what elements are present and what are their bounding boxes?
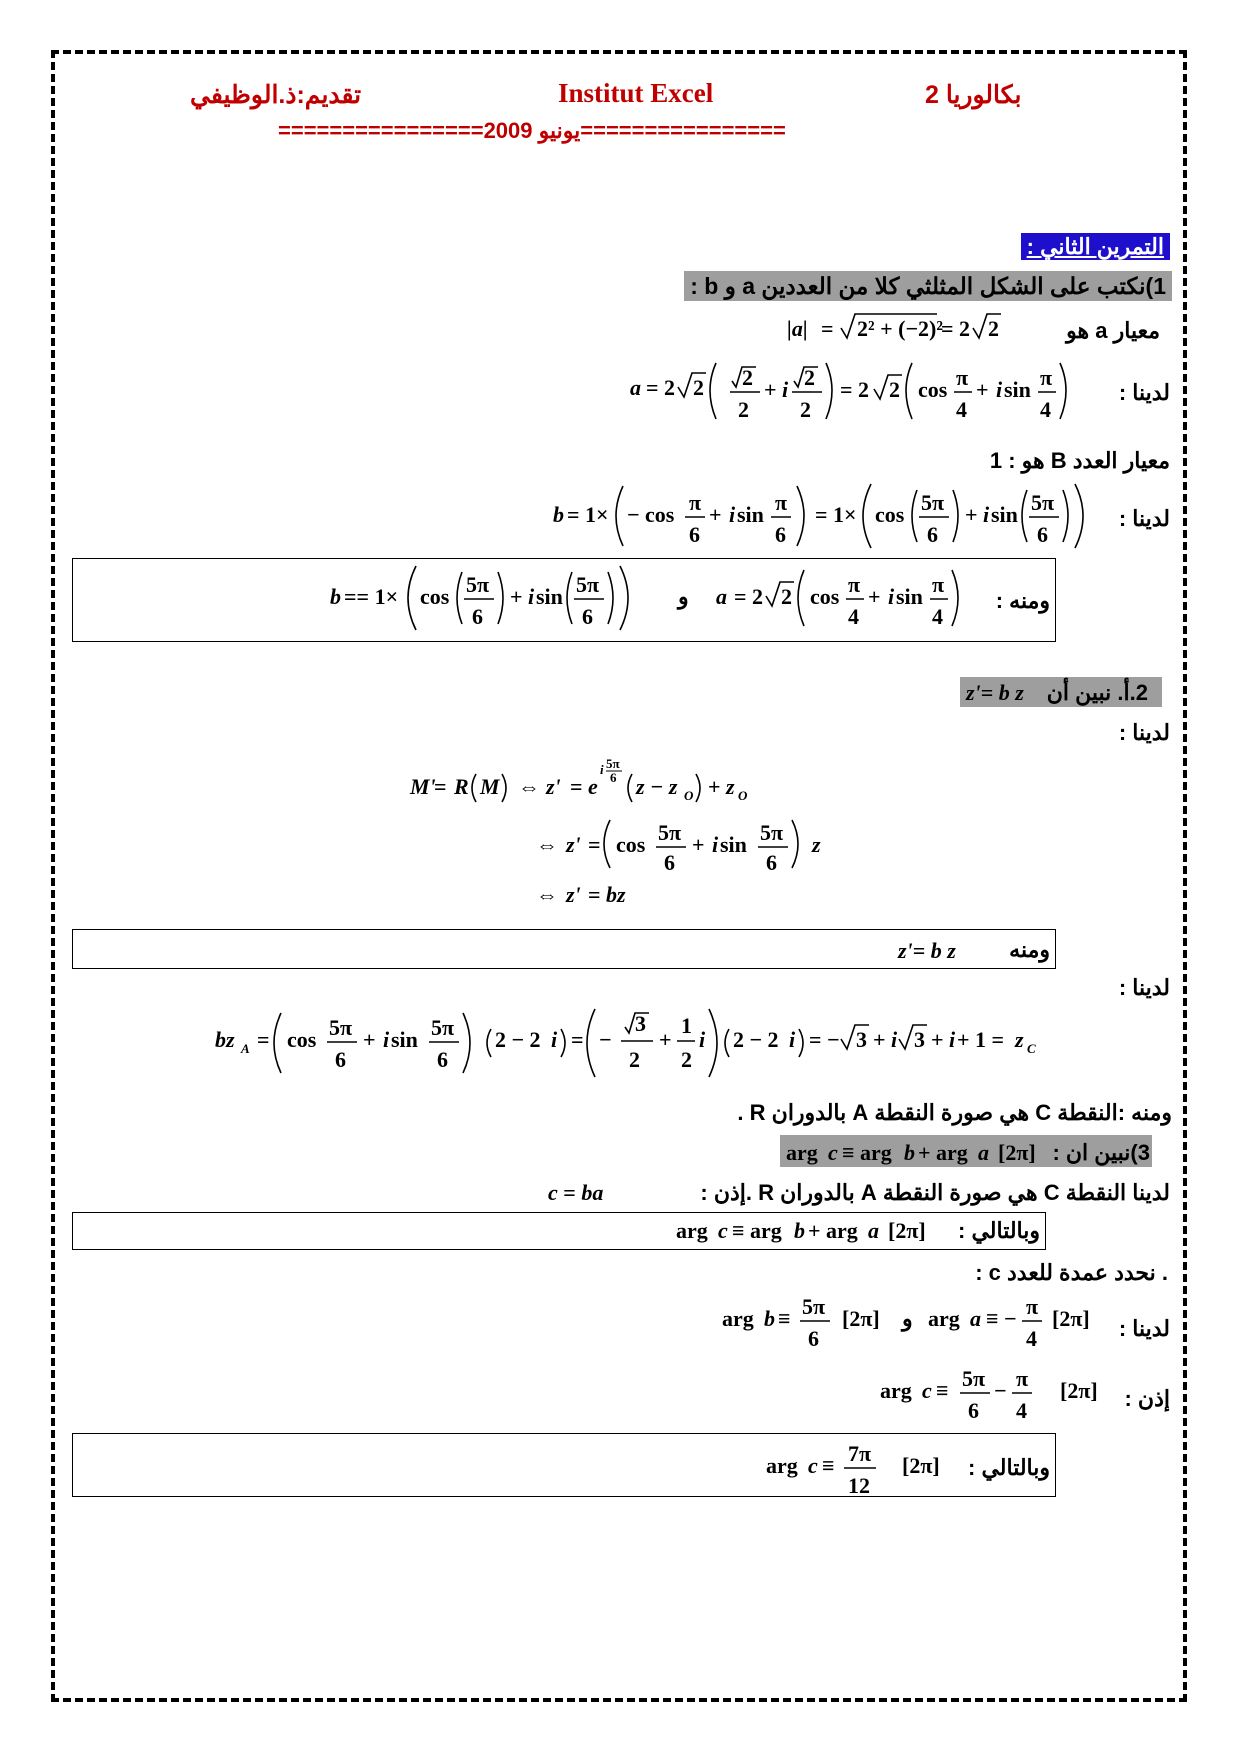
q3-formula <box>786 1134 1046 1170</box>
q1-we-have-2: لدينا : <box>1118 506 1170 531</box>
svg-text:arg: arg <box>766 1453 798 1478</box>
svg-text:== 1×: == 1× <box>344 584 399 609</box>
svg-text:z: z <box>726 774 735 799</box>
svg-text:=: = <box>434 774 447 799</box>
q2a-hence: ومنه <box>1009 937 1050 962</box>
svg-text:π: π <box>689 490 702 515</box>
svg-text:i: i <box>551 1027 558 1052</box>
svg-text:6: 6 <box>689 522 700 547</box>
svg-text:6: 6 <box>437 1047 448 1072</box>
svg-text:3: 3 <box>914 1027 925 1052</box>
svg-text:i: i <box>983 502 990 527</box>
svg-text:arg: arg <box>880 1378 912 1403</box>
svg-text:6: 6 <box>582 604 593 629</box>
svg-text:[2π]: [2π] <box>1052 1306 1090 1331</box>
svg-text:sin: sin <box>536 584 563 609</box>
svg-text:cos: cos <box>287 1027 317 1052</box>
svg-text:+: + <box>976 377 989 402</box>
svg-text:و: و <box>678 584 689 609</box>
svg-text:+: + <box>709 502 722 527</box>
result-formula-1 <box>330 562 1050 642</box>
svg-text:و: و <box>902 1306 913 1331</box>
svg-text:[2π]: [2π] <box>842 1306 880 1331</box>
modulus-a-label: معيار a هو <box>1066 318 1160 343</box>
modulus-b-label: معيار العدد B هو : 1 <box>989 448 1170 473</box>
svg-text:2: 2 <box>781 584 792 609</box>
svg-text:bz: bz <box>606 882 626 907</box>
svg-text:i: i <box>699 1027 706 1052</box>
svg-text:cos: cos <box>875 502 905 527</box>
svg-text:− cos: − cos <box>627 502 675 527</box>
svg-text:cos: cos <box>918 377 948 402</box>
svg-text:2: 2 <box>889 377 900 402</box>
result-formula-3 <box>676 1212 936 1248</box>
q1-hence: ومنه : <box>995 588 1050 613</box>
svg-text:= 2: = 2 <box>646 375 676 400</box>
svg-text:i: i <box>789 1027 796 1052</box>
svg-text:+: + <box>363 1027 376 1052</box>
rotation-derivation <box>410 752 830 912</box>
exercise-title: التمرين الثاني : <box>1021 234 1170 260</box>
svg-text:3: 3 <box>635 1011 646 1036</box>
svg-text:[2π]: [2π] <box>902 1453 940 1478</box>
svg-text:[2π]: [2π] <box>1060 1378 1098 1403</box>
svg-text:+: + <box>708 774 721 799</box>
svg-text:12: 12 <box>848 1473 870 1498</box>
q3-therefore-2: وبالتالي : <box>968 1455 1050 1480</box>
svg-text:+ arg: + arg <box>808 1218 858 1243</box>
b-trig-formula <box>553 480 1123 560</box>
svg-text:4: 4 <box>1026 1326 1037 1351</box>
q2a-prompt: 2.أ. نبين أن <box>1046 680 1148 705</box>
svg-text:c: c <box>922 1378 932 1403</box>
svg-text:i: i <box>729 502 736 527</box>
svg-text:4: 4 <box>848 604 859 629</box>
svg-text:z': z' <box>566 832 581 857</box>
svg-text:2: 2 <box>629 1047 640 1072</box>
svg-text:i: i <box>949 1027 956 1052</box>
svg-text:+: + <box>873 1027 886 1052</box>
svg-text:i: i <box>996 377 1003 402</box>
svg-text:= 2: = 2 <box>840 377 870 402</box>
svg-text:6: 6 <box>1037 522 1048 547</box>
svg-text:= 2: = 2 <box>941 316 971 341</box>
level-label: 2 بكالوريا <box>925 81 1022 109</box>
svg-text:⇔: ⇔ <box>536 882 558 907</box>
svg-text:5π: 5π <box>329 1015 353 1040</box>
modulus-a-formula <box>785 308 1045 348</box>
svg-text:5π: 5π <box>658 820 682 845</box>
svg-text:z': z' <box>546 774 561 799</box>
svg-text:π: π <box>775 490 788 515</box>
svg-text:6: 6 <box>610 770 617 785</box>
svg-text:+: + <box>764 377 777 402</box>
result-formula-2: z'= b z <box>898 938 956 963</box>
q2a-we-have: لدينا : <box>1118 720 1170 745</box>
svg-text:i: i <box>383 1027 390 1052</box>
svg-text:⇔: ⇔ <box>518 774 540 799</box>
svg-text:5π: 5π <box>802 1294 826 1319</box>
svg-text:e: e <box>588 774 598 799</box>
svg-text:sin: sin <box>720 832 747 857</box>
svg-text:=: = <box>821 316 834 341</box>
q3-then: إذن : <box>1124 1386 1170 1411</box>
args-formula <box>722 1288 1090 1358</box>
svg-text:π: π <box>848 572 861 597</box>
svg-text:5π: 5π <box>466 572 490 597</box>
svg-text:6: 6 <box>927 522 938 547</box>
svg-text:≡ arg: ≡ arg <box>732 1218 782 1243</box>
svg-text:sin: sin <box>737 502 764 527</box>
svg-text:[2π]: [2π] <box>998 1140 1036 1165</box>
svg-text:2 − 2: 2 − 2 <box>495 1027 541 1052</box>
svg-text:a: a <box>630 375 641 400</box>
q2a-conclusion: ومنه :النقطة C هي صورة النقطة A بالدوران R . <box>737 1100 1172 1125</box>
svg-text:sin: sin <box>1004 377 1031 402</box>
svg-text:a: a <box>868 1218 879 1243</box>
svg-text:6: 6 <box>775 522 786 547</box>
svg-text:arg: arg <box>928 1306 960 1331</box>
svg-text:π: π <box>1016 1366 1029 1391</box>
svg-text:=: = <box>571 1027 584 1052</box>
svg-text:i: i <box>712 832 719 857</box>
svg-text:4: 4 <box>932 604 943 629</box>
q1-prompt: 1)نكتب على الشكل المثلثي كلا من العددين a و b : <box>684 273 1172 300</box>
svg-text:+: + <box>931 1027 944 1052</box>
q3-determine-arg: . نحدد عمدة للعدد c : <box>975 1260 1168 1285</box>
q2a-we-have-2: لدينا : <box>1118 975 1170 1000</box>
svg-text:2: 2 <box>681 1047 692 1072</box>
svg-text:2: 2 <box>804 365 815 390</box>
svg-text:2: 2 <box>693 375 704 400</box>
svg-text:arg: arg <box>786 1140 818 1165</box>
svg-text:i: i <box>528 584 535 609</box>
svg-text:7π: 7π <box>848 1441 872 1466</box>
svg-text:sin: sin <box>391 1027 418 1052</box>
svg-text:b: b <box>330 584 341 609</box>
svg-text:≡: ≡ <box>778 1306 791 1331</box>
svg-text:cos: cos <box>420 584 450 609</box>
svg-text:cos: cos <box>616 832 646 857</box>
final-arg-formula <box>766 1433 966 1503</box>
svg-text:π: π <box>1026 1294 1039 1319</box>
svg-text:−: − <box>599 1027 612 1052</box>
svg-text:2: 2 <box>738 397 749 422</box>
svg-text:sin: sin <box>991 502 1018 527</box>
c-equals-ba: c = ba <box>548 1180 604 1205</box>
svg-text:2 − 2: 2 − 2 <box>733 1027 779 1052</box>
svg-text:b: b <box>764 1306 775 1331</box>
svg-text:a: a <box>716 584 727 609</box>
svg-text:cos: cos <box>810 584 840 609</box>
svg-text:c: c <box>808 1453 818 1478</box>
svg-text:c: c <box>828 1140 838 1165</box>
argc-diff-formula <box>880 1360 1120 1430</box>
svg-text:R: R <box>454 774 469 799</box>
svg-text:[2π]: [2π] <box>888 1218 926 1243</box>
svg-text:=: = <box>588 882 601 907</box>
svg-text:π: π <box>932 572 945 597</box>
svg-text:1: 1 <box>681 1013 692 1038</box>
svg-text:i: i <box>891 1027 898 1052</box>
svg-text:bz: bz <box>215 1027 235 1052</box>
svg-text:C: C <box>1027 1041 1036 1056</box>
teacher-label: تقديم:ذ.الوظيفي <box>190 81 362 109</box>
svg-text:5π: 5π <box>606 756 620 771</box>
svg-text:b: b <box>553 502 564 527</box>
svg-text:4: 4 <box>1016 1398 1027 1423</box>
svg-text:+ arg: + arg <box>918 1140 968 1165</box>
svg-text:a: a <box>970 1306 981 1331</box>
svg-text:2: 2 <box>800 397 811 422</box>
q3-prompt: 3)نبين ان : <box>1052 1140 1150 1165</box>
svg-text:z: z <box>812 832 821 857</box>
svg-text:6: 6 <box>335 1047 346 1072</box>
q3-line1: لدينا النقطة C هي صورة النقطة A بالدوران R .إذن : <box>700 1180 1170 1205</box>
svg-text:M: M <box>480 774 500 799</box>
svg-text:≡ −: ≡ − <box>986 1306 1017 1331</box>
svg-text:A: A <box>241 1041 250 1056</box>
institute-title: Institut Excel <box>558 78 714 108</box>
svg-text:b: b <box>794 1218 805 1243</box>
svg-text:5π: 5π <box>921 490 945 515</box>
svg-text:M': M' <box>410 774 436 799</box>
svg-text:= 2: = 2 <box>734 584 764 609</box>
svg-text:a: a <box>978 1140 989 1165</box>
svg-text:+: + <box>510 584 523 609</box>
svg-text:sin: sin <box>896 584 923 609</box>
svg-text:O: O <box>684 788 694 803</box>
svg-text:= −: = − <box>809 1027 840 1052</box>
svg-text:≡: ≡ <box>822 1453 835 1478</box>
svg-text:2: 2 <box>988 316 999 341</box>
svg-text:+ 1 =: + 1 = <box>957 1027 1005 1052</box>
a-trig-formula <box>630 355 1100 435</box>
svg-text:+: + <box>692 832 705 857</box>
svg-text:5π: 5π <box>576 572 600 597</box>
svg-text:b: b <box>904 1140 915 1165</box>
svg-text:2: 2 <box>742 365 753 390</box>
svg-text:4: 4 <box>1040 397 1051 422</box>
svg-text:= 1×: = 1× <box>567 502 609 527</box>
svg-text:+: + <box>659 1027 672 1052</box>
svg-text:6: 6 <box>766 850 777 875</box>
svg-text:6: 6 <box>968 1398 979 1423</box>
svg-text:|a|: |a| <box>787 316 808 341</box>
svg-text:=: = <box>588 832 601 857</box>
svg-text:c: c <box>718 1218 728 1243</box>
q3-we-have: لدينا : <box>1118 1316 1170 1341</box>
svg-text:arg: arg <box>722 1306 754 1331</box>
svg-text:z: z <box>1015 1027 1024 1052</box>
svg-text:6: 6 <box>808 1326 819 1351</box>
svg-text:O: O <box>738 788 748 803</box>
svg-text:−: − <box>994 1378 1007 1403</box>
session-line: ================يونيو 2009================ <box>278 118 786 143</box>
svg-text:z − z: z − z <box>636 774 678 799</box>
svg-text:π: π <box>956 365 969 390</box>
svg-text:i: i <box>782 377 789 402</box>
svg-text:6: 6 <box>472 604 483 629</box>
svg-text:5π: 5π <box>431 1015 455 1040</box>
svg-text:i: i <box>600 762 604 777</box>
svg-text:≡ arg: ≡ arg <box>842 1140 892 1165</box>
svg-text:+: + <box>965 502 978 527</box>
svg-text:⇔: ⇔ <box>536 832 558 857</box>
q1-we-have-1: لدينا : <box>1118 380 1170 405</box>
svg-text:5π: 5π <box>962 1366 986 1391</box>
svg-text:arg: arg <box>676 1218 708 1243</box>
svg-text:5π: 5π <box>1031 490 1055 515</box>
q2a-formula: z'= b z <box>966 680 1024 705</box>
svg-text:= 1×: = 1× <box>815 502 857 527</box>
svg-text:2² + (−2)²: 2² + (−2)² <box>857 316 943 341</box>
svg-text:z': z' <box>566 882 581 907</box>
svg-text:+: + <box>868 584 881 609</box>
svg-text:3: 3 <box>856 1027 867 1052</box>
svg-text:≡: ≡ <box>936 1378 949 1403</box>
svg-text:=: = <box>257 1027 270 1052</box>
svg-text:=: = <box>570 774 583 799</box>
svg-text:6: 6 <box>664 850 675 875</box>
svg-text:4: 4 <box>956 397 967 422</box>
q3-therefore: وبالتالي : <box>958 1218 1040 1243</box>
bza-computation <box>215 1005 1055 1085</box>
svg-text:i: i <box>888 584 895 609</box>
svg-text:π: π <box>1040 365 1053 390</box>
svg-text:5π: 5π <box>760 820 784 845</box>
